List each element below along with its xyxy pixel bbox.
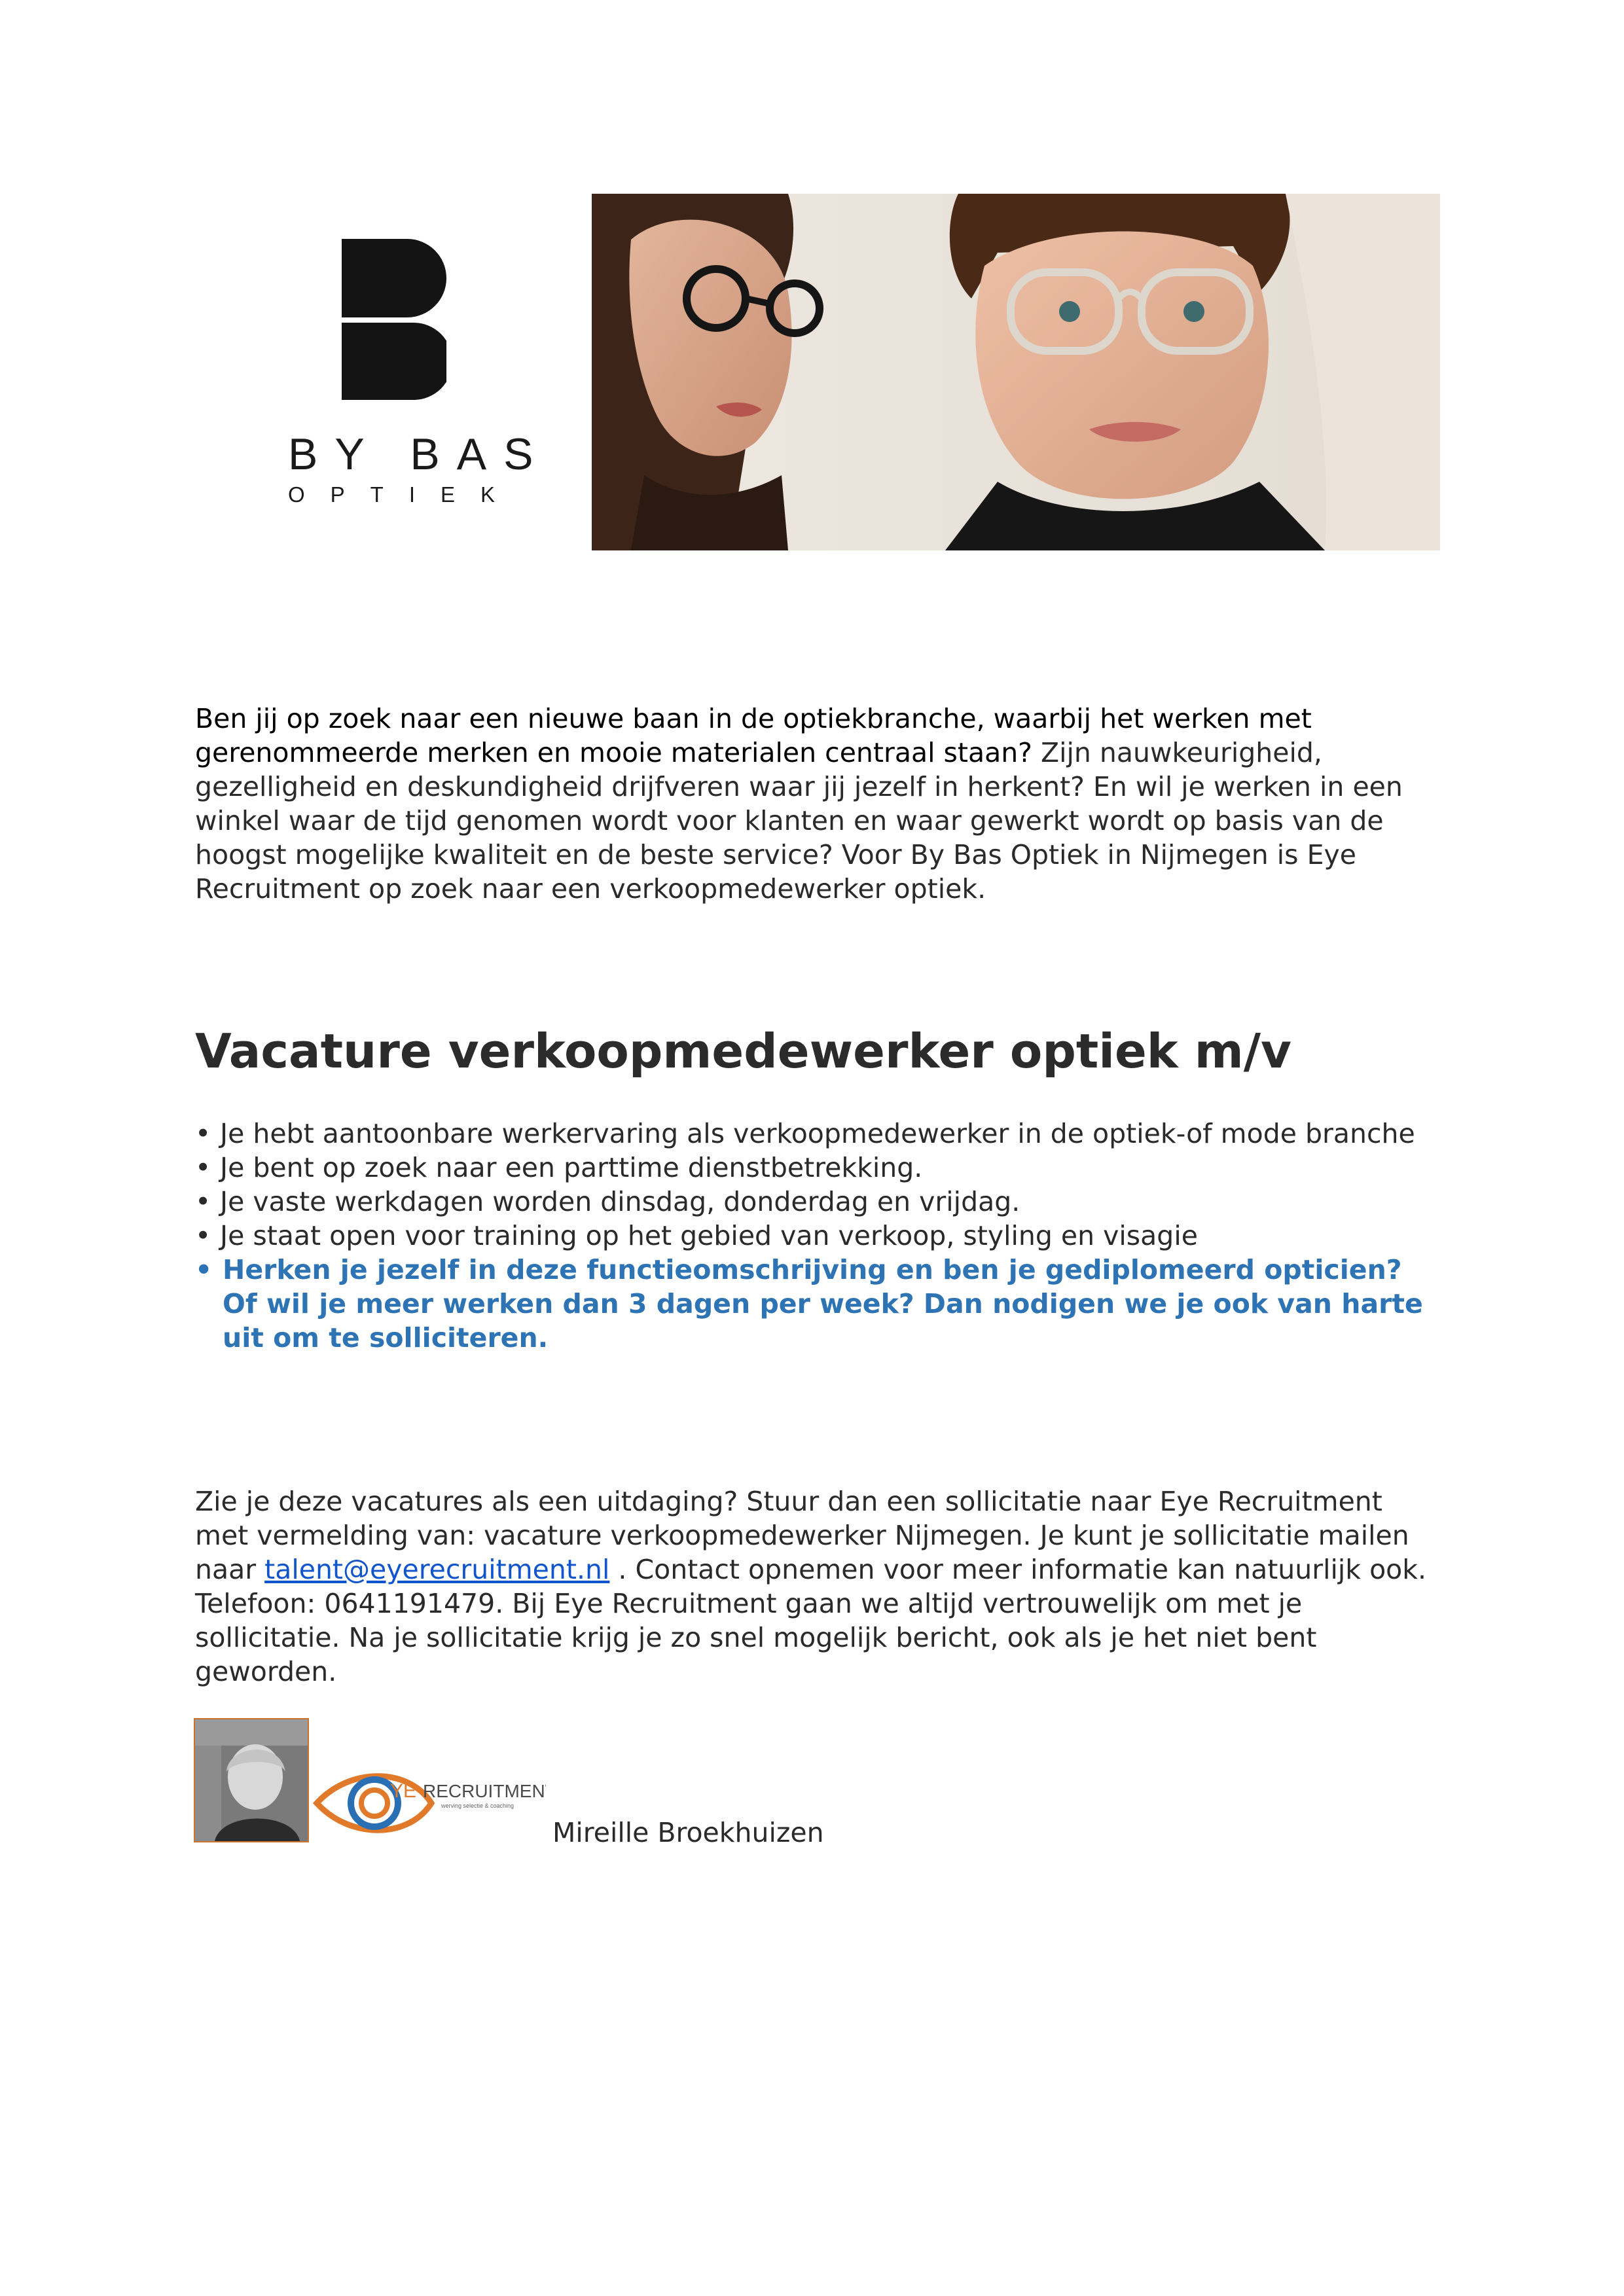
eye-logo-tagline: werving selectie & coaching <box>441 1803 514 1809</box>
intro-body-text: Zijn nauwkeurigheid, gezelligheid en deskundigheid drijfveren waar jij jezelf in herkent? En wil je werken in een winkel waar de tijd genomen wordt voor klanten en waar gewerkt wordt op basis van de hoogst mogelijke kwaliteit en de beste service? Voor By Bas Optiek in Nijmegen is Eye Recruitment op zoek naar een verkoopmedewerker optiek. <box>195 737 1403 905</box>
requirement-item: • Je bent op zoek naar een parttime dienstbetrekking. <box>195 1151 1442 1185</box>
highlight-invitation: • Herken je jezelf in deze functieomschrijving en ben je gediplomeerd opticien? Of wil je meer werken dan 3 dagen per week? Dan nodigen we je ook van harte uit om te solliciteren. <box>195 1253 1442 1355</box>
email-link[interactable]: talent@eyerecruitment.nl <box>264 1554 610 1585</box>
eye-logo-graphic <box>310 1767 546 1839</box>
models-with-glasses-image <box>592 194 1440 550</box>
signer-name: Mireille Broekhuizen <box>552 1817 824 1848</box>
recruiter-portrait-image <box>195 1719 308 1841</box>
letter-b-icon <box>342 239 446 400</box>
vacancy-heading: Vacature verkoopmedewerker optiek m/v <box>195 1024 1291 1079</box>
requirement-item: • Je hebt aantoonbare werkervaring als verkoopmedewerker in de optiek-of mode branche <box>195 1117 1442 1151</box>
contact-paragraph <box>195 1484 1442 1689</box>
logo-text-by-bas: BY BAS <box>288 429 550 479</box>
requirement-item: • Je vaste werkdagen worden dinsdag, donderdag en vrijdag. <box>195 1185 1442 1219</box>
eye-recruitment-logo <box>310 1767 546 1839</box>
logo-text-optiek: OPTIEK <box>288 482 521 507</box>
contact-text-after: . Contact opnemen voor meer informatie kan natuurlijk ook. Telefoon: 0641191479. Bij Eye Recruitment gaan we altijd vertrouwelijk om met je sollicitatie. Na je sollicitatie krijg je zo snel mogelijk bericht, ook als je het niet bent geworden. <box>195 1554 1427 1687</box>
requirements-list <box>195 1117 1442 1355</box>
eye-logo-word: RECRUITMENT <box>423 1781 546 1801</box>
by-bas-optiek-logo <box>288 239 550 514</box>
requirement-item: • Je staat open voor training op het gebied van verkoop, styling en visagie <box>195 1219 1442 1253</box>
intro-lead-text: Ben jij op zoek naar een nieuwe baan in de optiekbranche, waarbij het werken met gerenommeerde merken en mooie materialen centraal staan? <box>195 703 1312 768</box>
intro-paragraph <box>195 702 1442 906</box>
contact-text-before: Zie je deze vacatures als een uitdaging? Stuur dan een sollicitatie naar Eye Recruitment met vermelding van: vacature verkoopmedewerker Nijmegen. Je kunt je sollicitatie mailen naar <box>195 1486 1409 1585</box>
eye-logo-letters: YE <box>390 1780 417 1802</box>
hero-photo <box>592 194 1440 550</box>
recruiter-photo <box>194 1718 309 1842</box>
